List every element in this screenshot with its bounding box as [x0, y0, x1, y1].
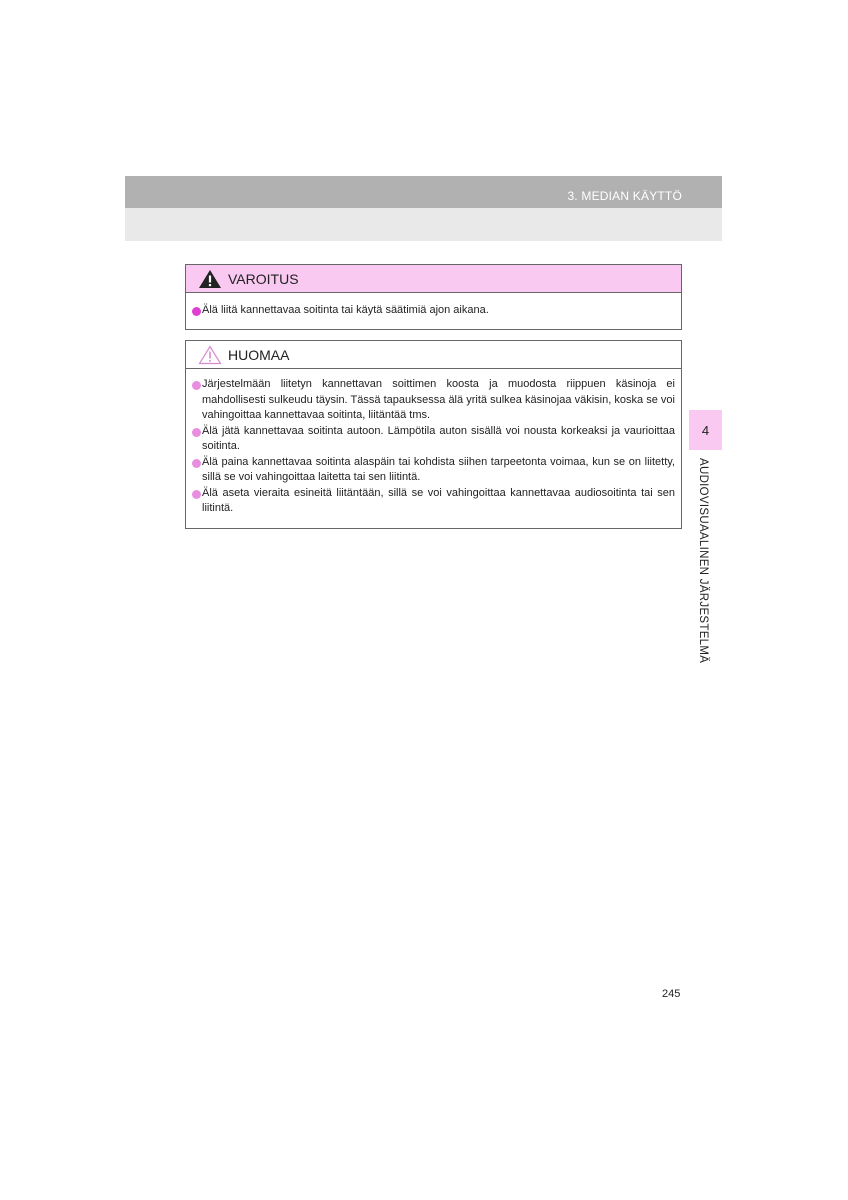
warning-box — [185, 264, 682, 330]
caution-item: Älä paina kannettavaa soitinta alaspäin tai kohdista siihen tarpeetonta voimaa, kun se on liitetty, sillä se voi vahingoittaa laitetta tai sen liitintä. — [192, 455, 675, 486]
chapter-tab — [689, 410, 722, 450]
section-subheader-bar — [125, 208, 722, 241]
caution-triangle-icon — [198, 345, 222, 365]
bullet-icon — [192, 428, 201, 437]
bullet-icon — [192, 381, 201, 390]
caution-item: Älä jätä kannettavaa soitinta autoon. Lämpötila auton sisällä voi nousta korkeaksi ja vaurioittaa soitinta. — [192, 424, 675, 455]
page-number: 245 — [662, 988, 681, 1000]
caution-header — [186, 341, 681, 369]
section-header-bar — [125, 176, 722, 208]
caution-title: HUOMAA — [228, 346, 290, 363]
caution-item: Älä aseta vieraita esineitä liitäntään, sillä se voi vahingoittaa kannettavaa audiosoitinta tai sen liitintä. — [192, 486, 675, 517]
caution-box — [185, 340, 682, 529]
warning-title: VAROITUS — [228, 270, 299, 287]
chapter-number: 4 — [701, 422, 710, 438]
bullet-icon — [192, 307, 201, 316]
section-title: 3. MEDIAN KÄYTTÖ — [567, 189, 682, 203]
warning-header — [186, 265, 681, 293]
warning-item: Älä liitä kannettavaa soitinta tai käytä säätimiä ajon aikana. — [192, 303, 675, 319]
warning-triangle-icon — [198, 269, 222, 289]
chapter-label: AUDIOVISUAALINEN JÄRJESTELMÄ — [697, 458, 709, 664]
caution-item: Järjestelmään liitetyn kannettavan soittimen koosta ja muodosta riippuen käsinoja ei mahdollisesti sulkeudu täysin. Tässä tapauksessa älä yritä sulkea käsinojaa väkisin, koska se voi vahingoittaa kannettavaa soitinta, liitäntää tms. — [192, 377, 675, 424]
bullet-icon — [192, 459, 201, 468]
bullet-icon — [192, 490, 201, 499]
